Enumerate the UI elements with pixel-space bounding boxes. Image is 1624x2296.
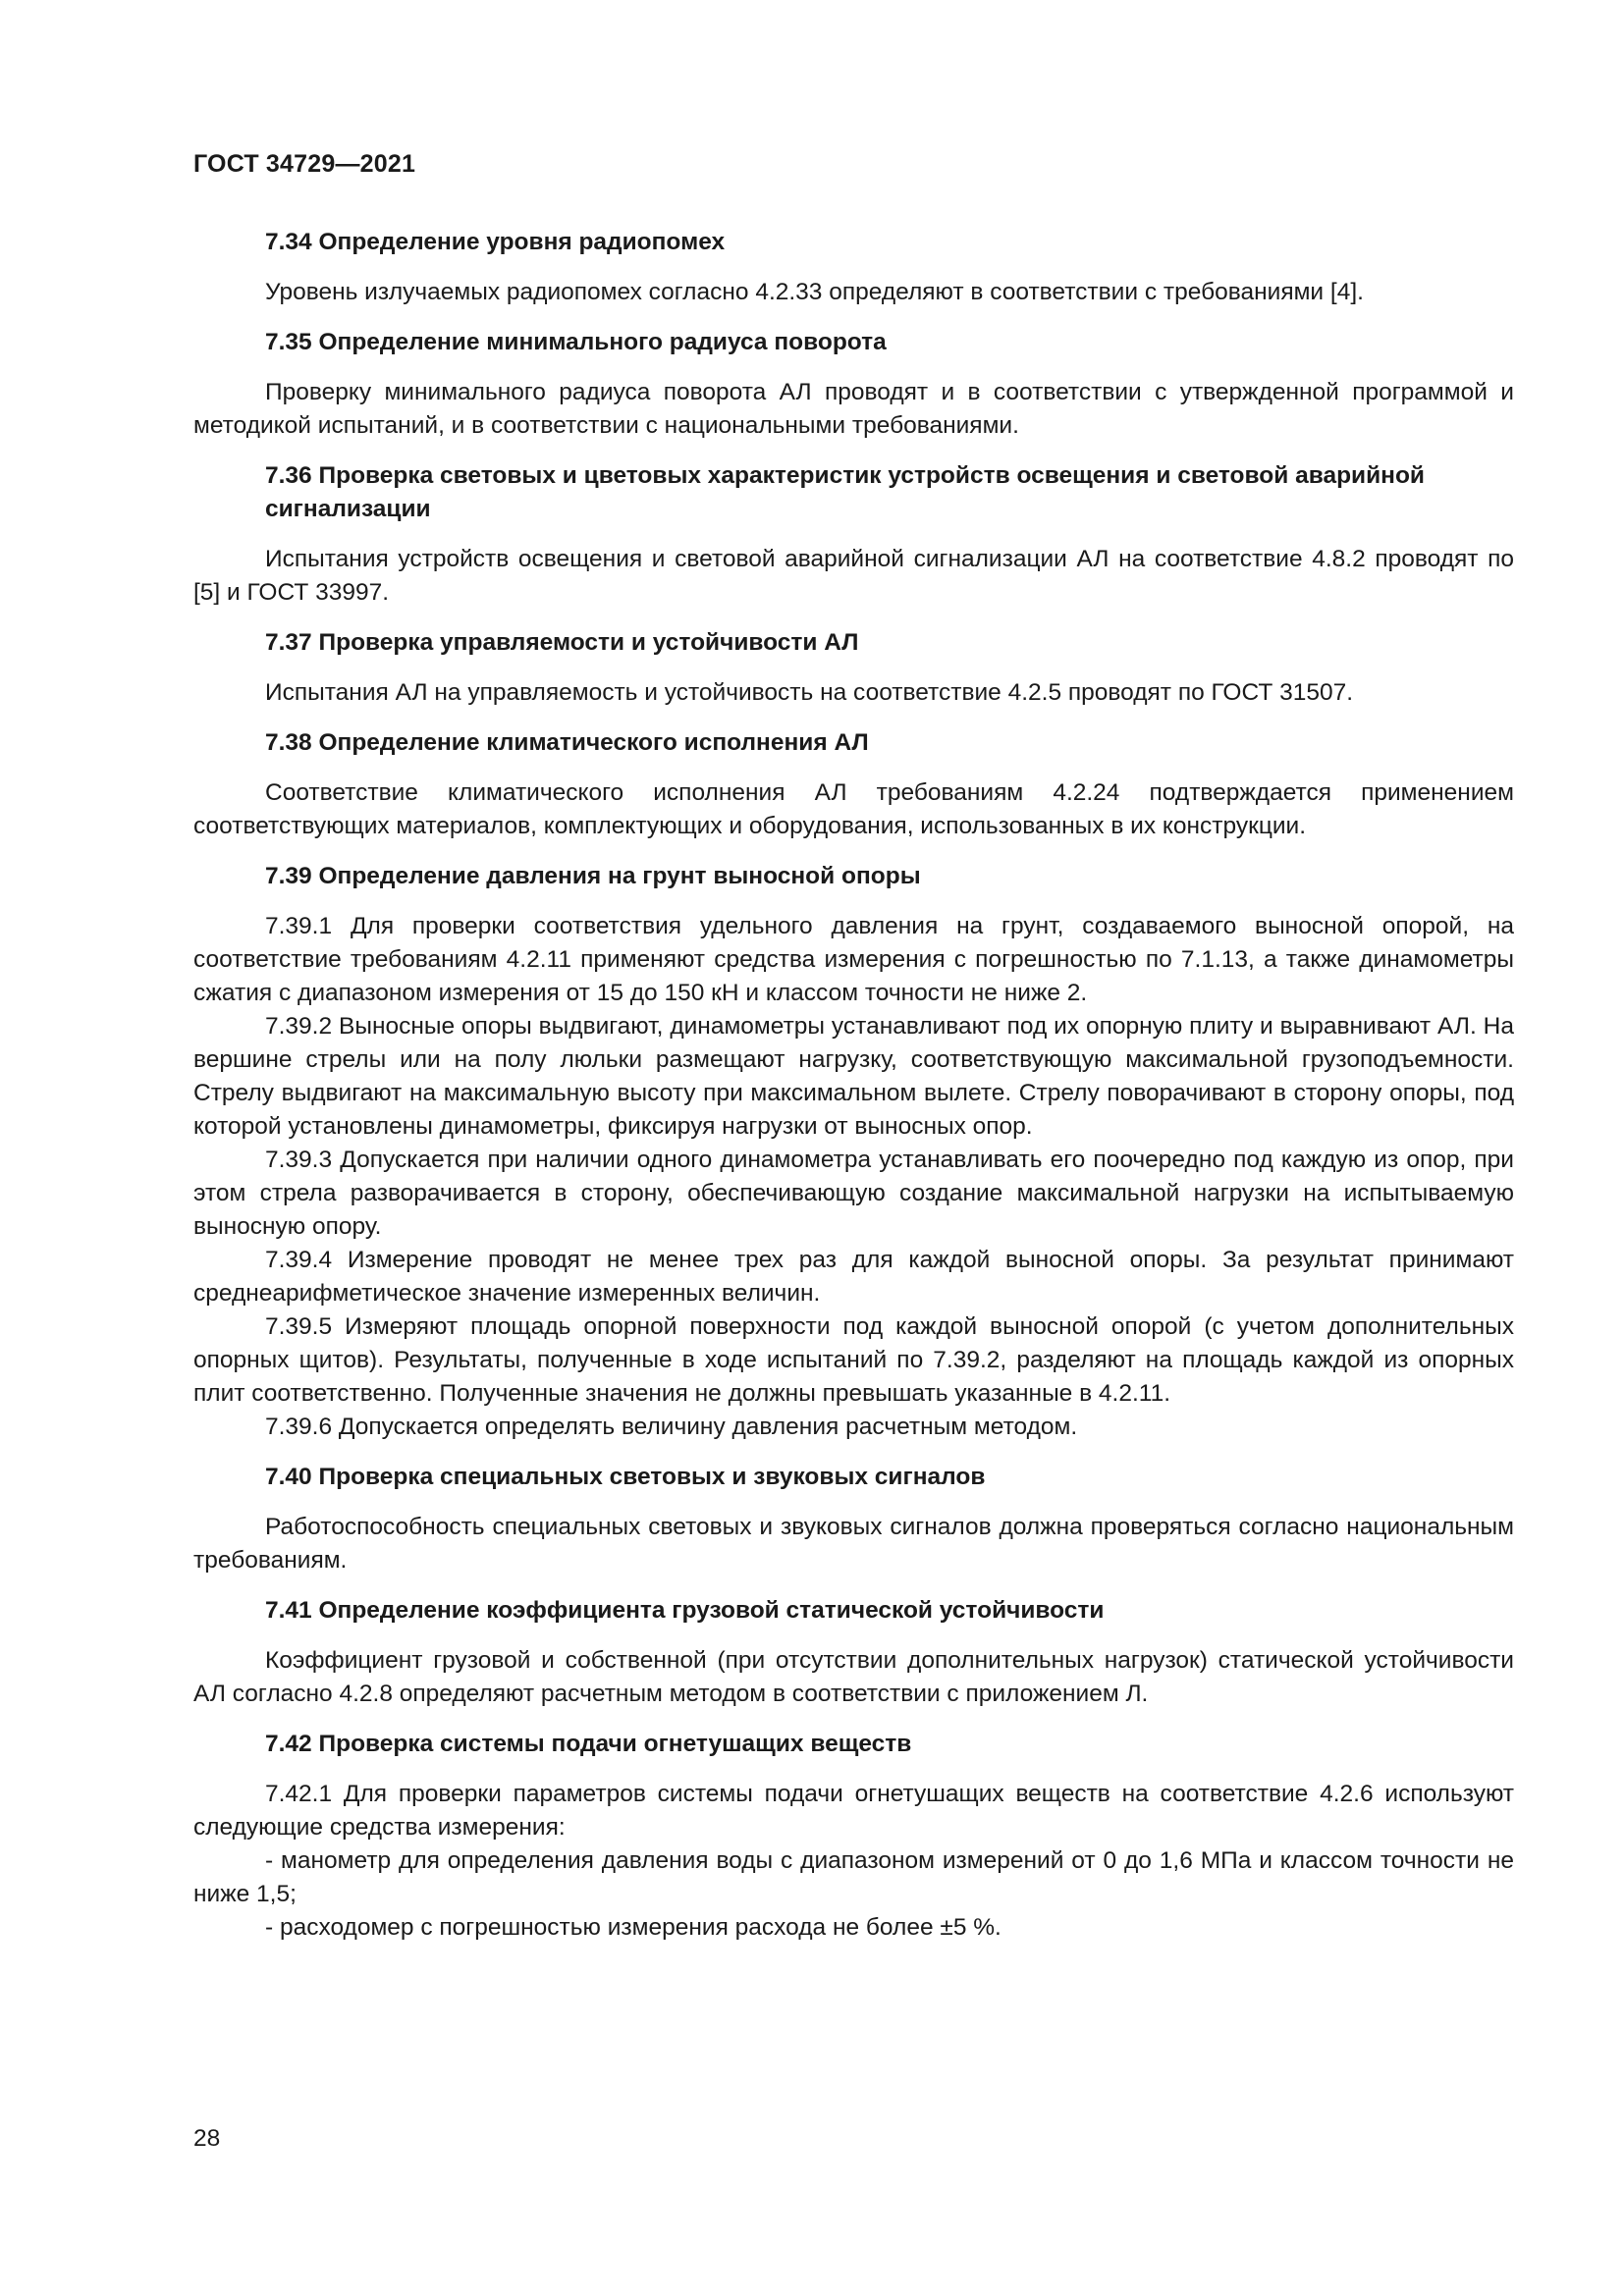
paragraph: 7.39.4 Измерение проводят не менее трех раз для каждой выносной опоры. За результат принимают среднеарифметическое значение измеренных величин. (193, 1247, 1514, 1307)
list-item: - расходомер с погрешностью измерения расхода не более ±5 %. (265, 1914, 1001, 1941)
paragraph: Коэффициент грузовой и собственной (при отсутствии дополнительных нагрузок) статической устойчивости АЛ согласно 4.2.8 определяют расчетным методом в соответствии с приложением Л. (193, 1647, 1514, 1707)
paragraph: 7.39.5 Измеряют площадь опорной поверхности под каждой выносной опорой (с учетом дополнительных опорных щитов). Результаты, полученные в ходе испытаний по 7.39.2, разделяют на площадь каждой из опорных плит соответственно. Полученные значения не должны превышать указанные в 4.2.11. (193, 1313, 1514, 1407)
document-code: ГОСТ 34729—2021 (193, 150, 416, 178)
section-heading: 7.35 Определение минимального радиуса поворота (265, 329, 887, 355)
section-heading: 7.37 Проверка управляемости и устойчивости АЛ (265, 629, 859, 656)
paragraph: 7.39.1 Для проверки соответствия удельного давления на грунт, создаваемого выносной опорой, на соответствие требованиям 4.2.11 применяют средства измерения с погрешностью по 7.1.13, а также динамометры сжатия с диапазоном измерения от 15 до 150 кН и классом точности не ниже 2. (193, 913, 1514, 1006)
paragraph: 7.39.2 Выносные опоры выдвигают, динамометры устанавливают под их опорную плиту и выравнивают АЛ. На вершине стрелы или на полу люльки размещают нагрузку, соответствующую максимальной грузоподъемности. Стрелу выдвигают на максимальную высоту при максимальном вылете. Стрелу поворачивают в сторону опоры, под которой установлены динамометры, фиксируя нагрузки от выносных опор. (193, 1013, 1514, 1140)
section-heading: 7.36 Проверка световых и цветовых характеристик устройств освещения и световой аварийной сигнализации (265, 462, 1425, 522)
page-number: 28 (193, 2125, 221, 2152)
paragraph: Соответствие климатического исполнения АЛ требованиям 4.2.24 подтверждается применением соответствующих материалов, комплектующих и оборудования, использованных в их конструкции. (193, 779, 1514, 839)
list-item: - манометр для определения давления воды с диапазоном измерений от 0 до 1,6 МПа и классом точности не ниже 1,5; (193, 1847, 1514, 1907)
paragraph: Испытания устройств освещения и световой аварийной сигнализации АЛ на соответствие 4.8.2 проводят по [5] и ГОСТ 33997. (193, 546, 1514, 606)
paragraph: Уровень излучаемых радиопомех согласно 4.2.33 определяют в соответствии с требованиями [4]. (265, 279, 1364, 305)
section-heading: 7.41 Определение коэффициента грузовой статической устойчивости (265, 1597, 1105, 1624)
paragraph: Проверку минимального радиуса поворота АЛ проводят и в соответствии с утвержденной программой и методикой испытаний, и в соответствии с национальными требованиями. (193, 379, 1514, 439)
section-heading: 7.38 Определение климатического исполнения АЛ (265, 729, 869, 756)
paragraph: 7.42.1 Для проверки параметров системы подачи огнетушащих веществ на соответствие 4.2.6 используют следующие средства измерения: (193, 1781, 1514, 1841)
section-heading: 7.42 Проверка системы подачи огнетушащих веществ (265, 1731, 912, 1757)
section-heading: 7.34 Определение уровня радиопомех (265, 229, 726, 255)
section-heading: 7.39 Определение давления на грунт выносной опоры (265, 863, 921, 889)
document-body (193, 226, 1514, 1945)
paragraph: Работоспособность специальных световых и звуковых сигналов должна проверяться согласно национальным требованиям. (193, 1514, 1514, 1574)
paragraph: 7.39.3 Допускается при наличии одного динамометра устанавливать его поочередно под каждую из опор, при этом стрела разворачивается в сторону, обеспечивающую создание максимальной нагрузки на испытываемую выносную опору. (193, 1147, 1514, 1240)
section-heading: 7.40 Проверка специальных световых и звуковых сигналов (265, 1464, 986, 1490)
paragraph: Испытания АЛ на управляемость и устойчивость на соответствие 4.2.5 проводят по ГОСТ 31507. (265, 679, 1354, 706)
paragraph: 7.39.6 Допускается определять величину давления расчетным методом. (265, 1414, 1078, 1440)
